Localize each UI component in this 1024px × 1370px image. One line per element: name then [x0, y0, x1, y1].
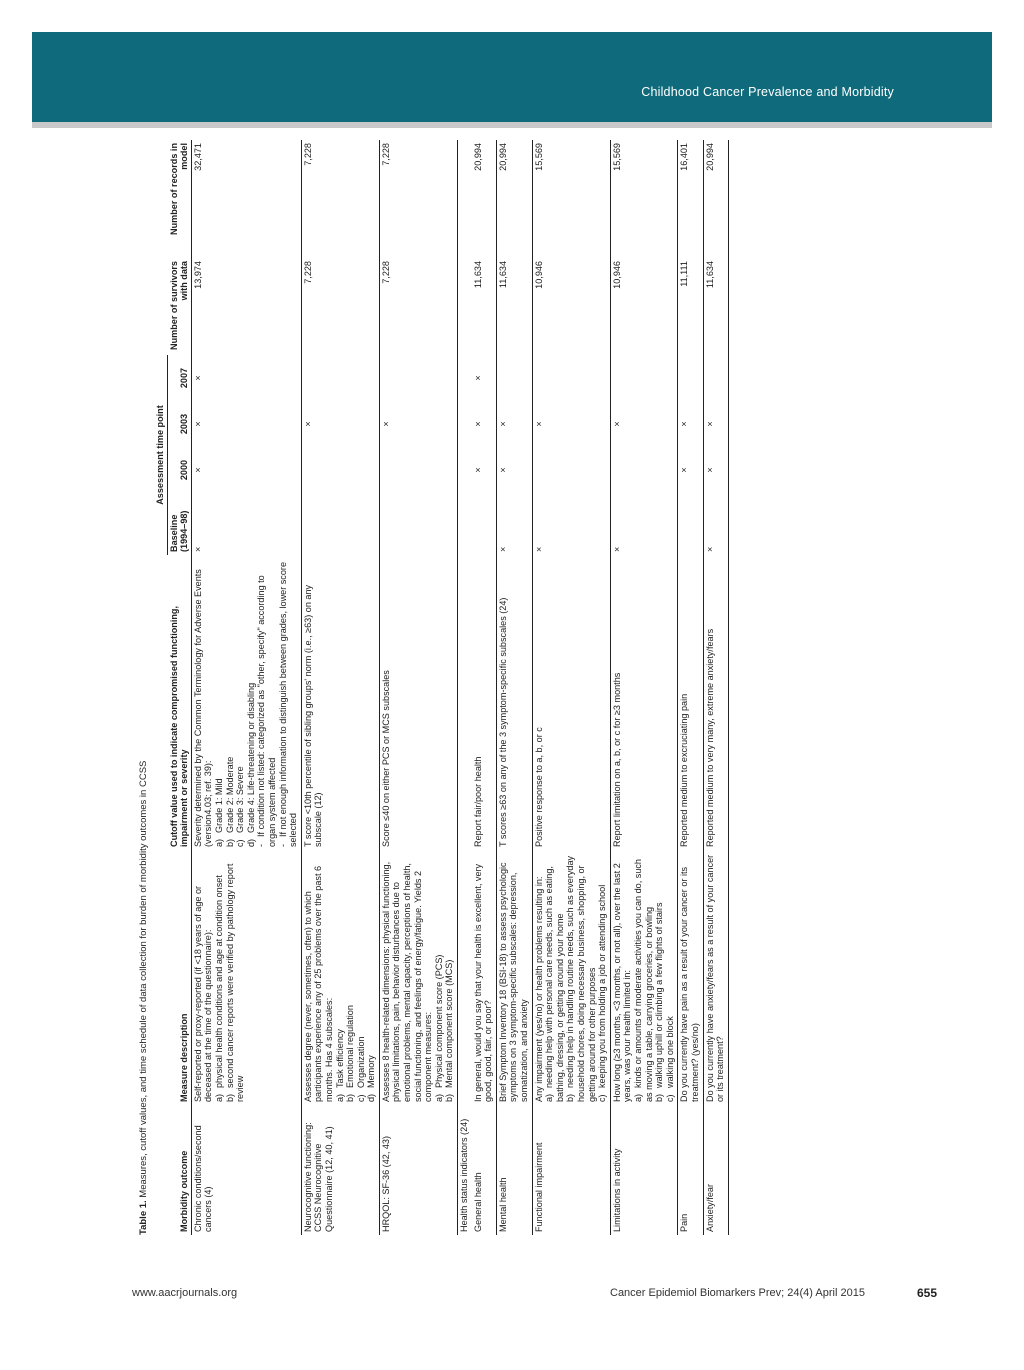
cell-description: [301, 850, 379, 1105]
note-text: If not enough information to distinguish between grades, lower score selected: [277, 562, 299, 847]
cell-cutoff: [301, 555, 379, 850]
table-row: [703, 140, 728, 1235]
description-list: [633, 853, 675, 1102]
cutoff-intro: Reported medium to very many, extreme anxiety/fears: [704, 628, 715, 847]
item-text: Task efficiency: [334, 1029, 345, 1088]
description-intro: Assesses 8 health-related dimensions: physical functioning, physical limitations, pain, behavior disturbances due to emotional problems, mental capacity, perceptions of health, social functioning, and feelings of energy/fatigue. Yields 2 component measures:: [380, 861, 434, 1102]
rotated-table-container: [138, 140, 858, 1235]
table-row: [610, 140, 678, 1235]
cell-baseline: ×: [496, 493, 532, 555]
cell-outcome: Pain: [678, 1105, 703, 1235]
cell-baseline: ×: [532, 493, 610, 555]
cell-outcome: HRQOL: SF-36 (42, 43): [379, 1105, 457, 1235]
cell-survivors: 13,974: [192, 261, 203, 289]
item-label: a): [213, 838, 224, 847]
cell-outcome: General health: [472, 1172, 483, 1232]
cell-t2007: [532, 355, 610, 401]
description-list: [214, 853, 246, 1102]
cell-baseline: [678, 493, 703, 555]
cell-outcome: Chronic conditions/second cancers (4): [192, 1125, 214, 1232]
table-row: [379, 140, 457, 1235]
cell-survivors: 11,634: [703, 258, 728, 355]
table-row: [532, 140, 610, 1235]
cutoff-item: [214, 558, 225, 847]
cell-description: [496, 850, 532, 1105]
cell-t2003: ×: [472, 421, 483, 427]
description-item: [633, 853, 654, 1102]
cell-cutoff: [532, 555, 610, 850]
cell-baseline: ×: [610, 493, 678, 555]
header-description: Measure description: [154, 850, 191, 1105]
cutoff-intro: Reported medium to excruciating pain: [679, 693, 690, 847]
cell-description: [703, 850, 728, 1105]
table-row: [301, 140, 379, 1235]
cell-t2007: [301, 355, 379, 401]
cell-survivors: 11,634: [472, 261, 483, 289]
cell-t2007: ×: [192, 375, 203, 381]
header-2007: 2007: [167, 355, 191, 401]
cutoff-intro: Positive response to a, b, or c: [533, 727, 544, 847]
item-label: a): [213, 1093, 224, 1102]
item-text: Emotional regulation: [345, 1005, 356, 1088]
note-text: If condition not listed: categorized as "other, specify" according to organ system affected: [256, 575, 277, 847]
item-text: walking uphill or climbing a few flights of stairs: [654, 902, 665, 1088]
cell-baseline: [301, 493, 379, 555]
cell-records: 20,994: [496, 140, 532, 258]
item-label: a): [544, 1093, 555, 1102]
header-survivors: Number of survivors with data: [154, 258, 191, 355]
cell-t2000: [301, 447, 379, 493]
cell-cutoff: [496, 555, 532, 850]
cell-outcome: Anxiety/fear: [703, 1105, 728, 1235]
morbidity-table: [154, 140, 729, 1235]
cell-records: 15,569: [610, 140, 678, 258]
header-2003: 2003: [167, 401, 191, 447]
cell-t2003: ×: [301, 401, 379, 447]
item-label: b): [224, 1093, 235, 1102]
cell-t2000: ×: [472, 467, 483, 473]
item-text: physical health conditions and age at condition onset: [213, 875, 224, 1088]
cutoff-note: [278, 558, 299, 847]
item-label: c): [597, 1094, 608, 1102]
cell-t2007: ×: [472, 375, 483, 381]
item-label: c): [355, 1094, 366, 1102]
description-item: [444, 853, 455, 1102]
description-intro: Do you currently have pain as a result of your cancer or its treatment? (yes/no): [679, 866, 700, 1102]
cell-cutoff: [610, 555, 678, 850]
cell-description: [610, 850, 678, 1105]
note-dash: -: [277, 843, 288, 847]
description-intro: Assesses degree (never, sometimes, often) to which participants experience any of 25 problems over the past 6 months. Has 4 subscales:: [302, 865, 334, 1102]
table-caption-text: Measures, cutoff values, and time schedule of data collection for burden of morbidity outcomes in CCSS: [138, 760, 149, 1198]
cell-t2000: [379, 447, 457, 493]
cell-t2003: ×: [610, 401, 678, 447]
cell-description: [678, 850, 703, 1105]
description-item: [335, 853, 346, 1102]
cell-records: 16,401: [678, 140, 703, 258]
item-text: Memory: [366, 1055, 377, 1088]
cell-survivors: 11,634: [496, 258, 532, 355]
header-rule: [32, 122, 992, 128]
cell-outcome: Functional impairment: [532, 1105, 610, 1235]
item-label: a): [334, 1093, 345, 1102]
item-label: c): [664, 1094, 675, 1102]
section-label: Health status indicators (24): [458, 140, 472, 1235]
item-label: b): [444, 1093, 455, 1102]
description-item: [565, 853, 597, 1102]
item-label: a): [632, 1093, 643, 1102]
header-assessment-group: Assessment time point: [154, 355, 167, 555]
item-text: needing help with personal care needs, such as eating, bathing, dressing, or getting around your home: [544, 866, 565, 1102]
item-text: Physical component score (PCS): [433, 954, 444, 1088]
cell-t2007: [496, 355, 532, 401]
cell-t2007: [678, 355, 703, 401]
cell-t2003: ×: [496, 401, 532, 447]
cell-survivors: 7,228: [301, 258, 379, 355]
cell-t2003: ×: [703, 401, 728, 447]
item-text: Grade 1: Mild: [213, 778, 224, 833]
cell-baseline: [472, 493, 497, 555]
cell-survivors: 7,228: [379, 258, 457, 355]
item-text: Grade 4: Life-threatening or disabling: [245, 682, 256, 833]
description-item: [665, 853, 676, 1102]
cell-t2003: ×: [678, 401, 703, 447]
table-caption-label: Table 1.: [138, 1200, 149, 1235]
cell-baseline: ×: [192, 546, 203, 552]
item-label: d): [366, 1093, 377, 1102]
cutoff-intro: T scores ≥63 on any of the 3 symptom-specific subscales (24): [497, 597, 508, 847]
description-intro: How long (≥3 months, <3 months, or not all), over the last 2 years, was your health limited in:: [611, 863, 633, 1102]
cell-description: [532, 850, 610, 1105]
cell-records: 7,228: [379, 140, 457, 258]
cutoff-item: [235, 558, 246, 847]
cell-survivors: 10,946: [532, 258, 610, 355]
header-2000: 2000: [167, 447, 191, 493]
cell-description: [472, 850, 497, 1105]
item-label: b): [654, 1093, 665, 1102]
cell-baseline: ×: [703, 493, 728, 555]
description-intro: In general, would you say that your health is excellent, very good, good, fair, or poor?: [472, 863, 494, 1102]
table-row: [496, 140, 532, 1235]
item-label: b): [565, 1093, 576, 1102]
cell-description: [191, 850, 301, 1105]
cell-t2003: ×: [192, 421, 203, 427]
header-banner: [32, 32, 992, 122]
header-cutoff: Cutoff value used to indicate compromised functioning, impairment or severity: [154, 555, 191, 850]
item-label: b): [345, 1093, 356, 1102]
cell-t2007: [703, 355, 728, 401]
header-outcome: Morbidity outcome: [154, 1105, 191, 1235]
description-item: [434, 853, 445, 1102]
cutoff-intro: Report limitation on a, b, or c for ≥3 months: [611, 672, 622, 847]
description-item: [345, 853, 356, 1102]
cell-records: 7,228: [301, 140, 379, 258]
cell-records: 32,471: [192, 143, 203, 171]
cell-cutoff: [703, 555, 728, 850]
cutoff-intro: Report fair/poor health: [472, 756, 483, 847]
description-item: [654, 853, 665, 1102]
header-records: Number of records in model: [154, 140, 191, 258]
description-item: [544, 853, 565, 1102]
item-text: Grade 3: Severe: [235, 766, 246, 833]
cell-t2000: [532, 447, 610, 493]
cutoff-intro: Score ≤40 on either PCS or MCS subscales: [380, 670, 391, 847]
item-text: walking one block: [664, 1016, 675, 1088]
description-list: [544, 853, 608, 1102]
description-intro: Do you currently have anxiety/fears as a result of your cancer or its treatment?: [704, 854, 726, 1102]
footer-url[interactable]: www.aacrjournals.org: [132, 1287, 238, 1299]
description-item: [356, 853, 367, 1102]
item-text: needing help in handling routine needs, such as everyday household chores, doing necessary business, shopping, or getting around for other purposes: [565, 855, 597, 1102]
cell-t2000: ×: [192, 467, 203, 473]
description-list: [434, 853, 455, 1102]
cell-outcome: Neurocognitive functioning: CCSS Neurocognitive Questionnaire (12, 40, 41): [301, 1105, 379, 1235]
cutoff-item: [225, 558, 236, 847]
running-head: Childhood Cancer Prevalence and Morbidity: [641, 85, 894, 99]
cell-cutoff: [191, 555, 301, 850]
item-text: Organization: [355, 1036, 366, 1088]
description-item: [214, 853, 225, 1102]
cutoff-item: [246, 558, 257, 847]
footer-citation: Cancer Epidemiol Biomarkers Prev; 24(4) April 2015: [610, 1287, 865, 1299]
page-number: 655: [917, 1286, 938, 1300]
cell-t2007: [610, 355, 678, 401]
cell-survivors: 11,111: [678, 258, 703, 355]
cell-cutoff: [472, 555, 497, 850]
cutoff-intro: T score <10th percentile of sibling groups' norm (i.e., ≥63) on any subscale (12): [302, 584, 324, 847]
cell-records: 20,994: [703, 140, 728, 258]
description-item: [225, 853, 246, 1102]
cell-t2007: [379, 355, 457, 401]
description-item: [597, 853, 608, 1102]
table-row: [472, 140, 497, 1235]
description-intro: Any impairment (yes/no) or health problems resulting in:: [533, 876, 544, 1102]
cell-t2000: [610, 447, 678, 493]
cell-records: 20,994: [472, 143, 483, 171]
cutoff-note: [256, 558, 277, 847]
cell-description: [379, 850, 457, 1105]
header-baseline: Baseline (1994–98): [167, 493, 191, 555]
description-intro: Brief Symptom Inventory 18 (BSI-18) to assess psychologic symptoms on 3 symptom-specific subscales: depression, somatization, and anxiety: [497, 862, 529, 1102]
cell-t2000: ×: [678, 447, 703, 493]
item-label: a): [433, 1093, 444, 1102]
description-intro: Self-reported or proxy-reported (if <18 years of age or deceased at the time of the questionnaire):: [192, 885, 214, 1102]
cell-survivors: 10,946: [610, 258, 678, 355]
item-text: second cancer reports were verified by pathology report review: [224, 863, 246, 1102]
section-row: [458, 140, 472, 1235]
cell-t2003: ×: [379, 401, 457, 447]
item-text: kinds or amounts of moderate activities you can do, such as moving a table, carrying groceries, or bowling: [632, 859, 654, 1102]
cutoff-list: [214, 558, 256, 847]
table-body: [191, 140, 728, 1235]
item-text: Mental component score (MCS): [444, 959, 455, 1088]
item-label: b): [224, 838, 235, 847]
cell-t2003: ×: [532, 401, 610, 447]
cell-t2000: ×: [496, 447, 532, 493]
cell-records: 15,569: [532, 140, 610, 258]
cell-outcome: Limitations in activity: [610, 1105, 678, 1235]
table-row: [191, 140, 301, 1235]
cell-cutoff: [678, 555, 703, 850]
cell-baseline: [379, 493, 457, 555]
cell-t2000: ×: [703, 447, 728, 493]
description-item: [366, 853, 377, 1102]
description-list: [335, 853, 377, 1102]
item-text: Grade 2: Moderate: [224, 756, 235, 833]
cell-cutoff: [379, 555, 457, 850]
table-row: [678, 140, 703, 1235]
cutoff-notes: [256, 558, 298, 847]
note-dash: -: [256, 843, 267, 847]
cell-outcome: Mental health: [496, 1105, 532, 1235]
item-text: keeping you from holding a job or attending school: [597, 884, 608, 1088]
item-label: c): [235, 839, 246, 847]
cutoff-intro: Severity determined by the Common Terminology for Adverse Events (version4.03; ref. 39):: [192, 569, 214, 847]
table-caption: [138, 761, 149, 1235]
item-label: d): [245, 838, 256, 847]
